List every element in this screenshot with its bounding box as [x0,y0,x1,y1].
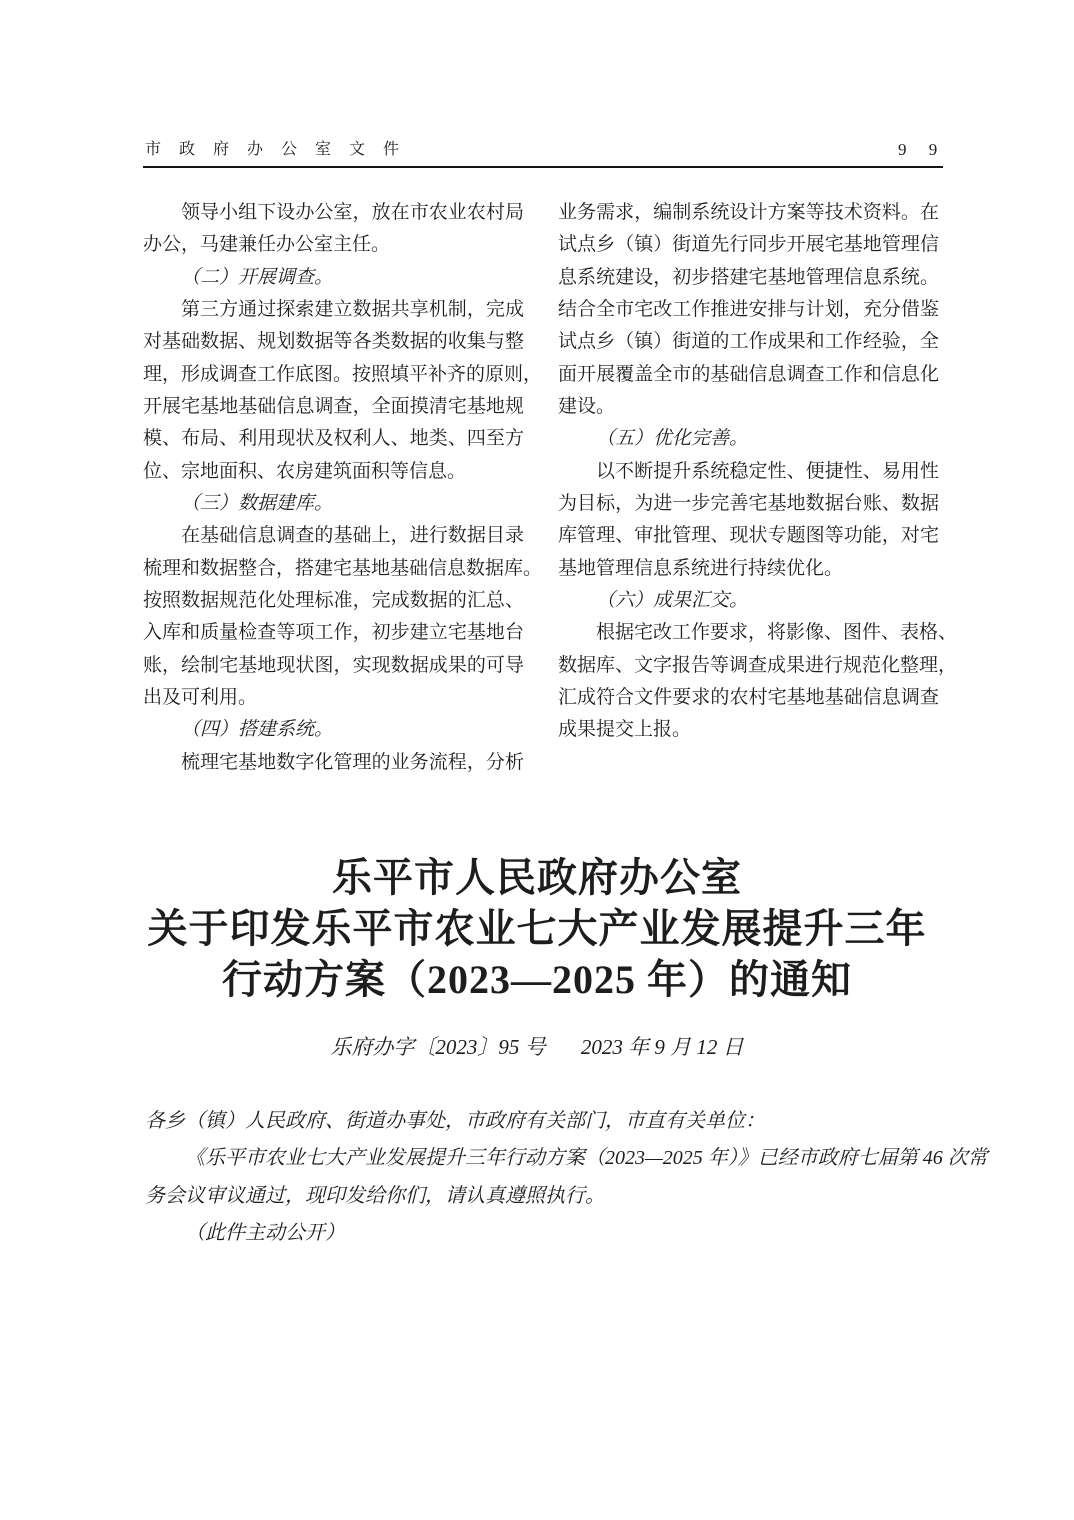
section-heading-line: （四）搭建系统。 [181,719,334,741]
text-line: 对基础数据、规划数据等各类数据的收集与整 [143,331,524,353]
section-heading-line: （二）开展调查。 [181,266,334,288]
document-title-line: 乐平市人民政府办公室 [332,855,742,900]
text-line: 成果提交上报。 [558,719,692,741]
section-heading-line: （三）数据建库。 [181,492,334,514]
section-heading-line: （五）优化完善。 [596,428,749,450]
text-line: 面开展覆盖全市的基础信息调查工作和信息化 [558,363,939,385]
text-line: 基地管理信息系统进行持续优化。 [558,557,844,579]
text-line: 《乐平市农业七大产业发展提升三年行动方案（2023—2025 年）》已经市政府七届第 46 次常 [185,1147,988,1170]
text-line: 业务需求，编制系统设计方案等技术资料。在 [558,202,939,223]
doc-number-line [0,1031,1074,1061]
text-line: 各乡（镇）人民政府、街道办事处，市政府有关部门，市直有关单位： [145,1110,765,1132]
header-rule [143,166,943,168]
text-line: 按照数据规范化处理标准，完成数据的汇总、 [143,589,524,611]
text-line: 办公，马建兼任办公室主任。 [143,234,391,256]
text-line: 账，绘制宅基地现状图，实现数据成果的可导 [143,654,524,676]
page-number: 9 9 [898,140,947,159]
header-doc-category: 市政府办公室文件 [145,141,418,158]
text-line: 理，形成调查工作底图。按照填平补齐的原则， [143,363,543,385]
right-column [558,197,958,747]
text-line: 为目标，为进一步完善宅基地数据台账、数据 [558,492,939,514]
text-line: 库管理、审批管理、现状专题图等功能，对宅 [558,525,939,547]
text-line: 汇成符合文件要求的农村宅基地基础信息调查 [558,686,939,708]
document-title [0,852,1074,1005]
text-line: 第三方通过探索建立数据共享机制，完成 [181,298,524,320]
text-line: 结合全市宅改工作推进安排与计划，充分借鉴 [558,298,939,320]
section-heading-line: （六）成果汇交。 [596,589,749,611]
text-line: 出及可利用。 [143,686,258,708]
text-line: 试点乡（镇）街道先行同步开展宅基地管理信 [558,234,939,256]
text-line: 数据库、文字报告等调查成果进行规范化整理， [558,654,958,676]
text-line: 模、布局、利用现状及权利人、地类、四至方 [143,428,524,450]
text-line: 入库和质量检查等项工作，初步建立宅基地台 [143,622,524,644]
text-line: 领导小组下设办公室，放在市农业农村局 [181,202,524,223]
text-line: 位、宗地面积、农房建筑面积等信息。 [143,460,467,482]
text-line: 息系统建设，初步搭建宅基地管理信息系统。 [558,266,939,288]
notice-body [145,1103,988,1252]
text-line: 在基础信息调查的基础上，进行数据目录 [181,525,524,547]
doc-date: 2023 年 9 月 12 日 [580,1035,744,1059]
body-columns [143,197,958,781]
text-line: 梳理和数据整合，搭建宅基地基础信息数据库。 [143,557,543,579]
text-line: 开展宅基地基础信息调查，全面摸清宅基地规 [143,395,524,417]
section-heading-line: （此件主动公开） [185,1221,345,1244]
document-title-line: 行动方案（2023—2025 年）的通知 [222,957,852,1002]
document-title-line: 关于印发乐平市农业七大产业发展提升三年 [147,906,927,951]
text-line: 务会议审议通过，现印发给你们，请认真遵照执行。 [145,1184,605,1207]
doc-reference-number: 乐府办字〔2023〕95 号 [330,1035,546,1059]
text-line: 试点乡（镇）街道的工作成果和工作经验，全 [558,331,939,353]
text-line: 梳理宅基地数字化管理的业务流程，分析 [181,751,524,773]
text-line: 以不断提升系统稳定性、便捷性、易用性 [596,460,939,482]
text-line: 建设。 [558,395,616,417]
text-line: 根据宅改工作要求，将影像、图件、表格、 [596,622,958,644]
left-column [143,197,543,779]
